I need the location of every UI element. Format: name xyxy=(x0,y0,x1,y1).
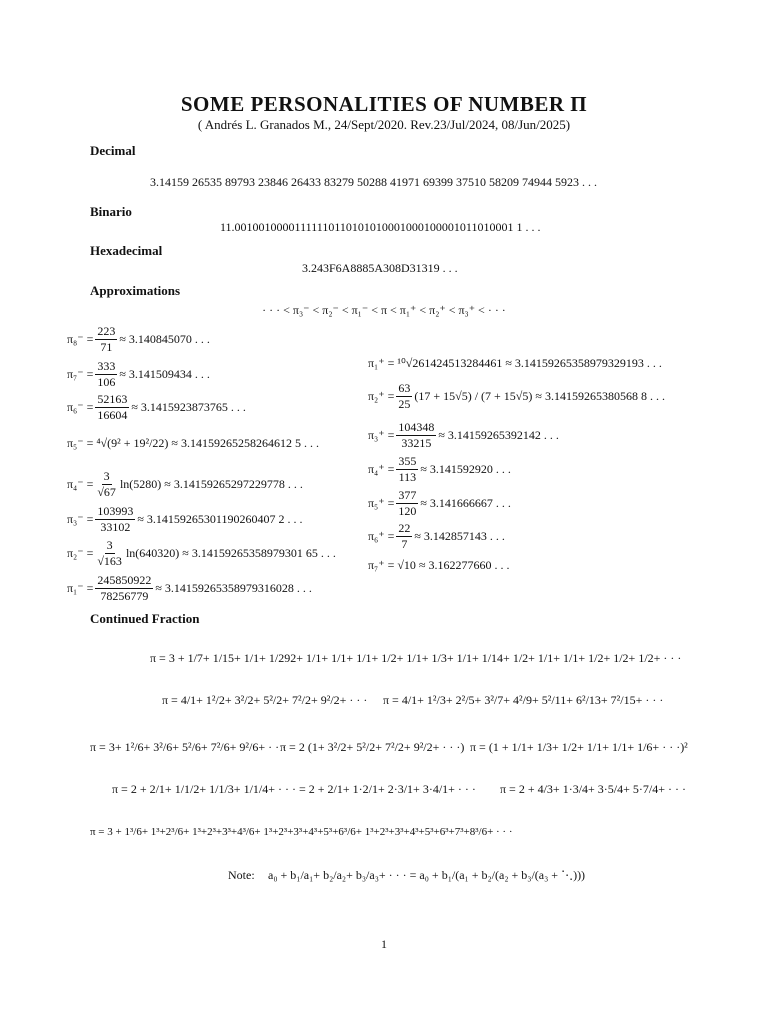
approx-right-row xyxy=(368,356,662,371)
approx-label: π₂⁻ = xyxy=(67,546,94,560)
cf-note: a₀ + b₁/a₁+ b₂/a₂+ b₃/a₃+ · · · = a₀ + b₁/(a₁ + b₂/(a₂ + b₃/(a₃ + ⋱))) xyxy=(268,868,586,882)
approx-value: ln(640320) ≈ 3.14159265358979301 65 . . . xyxy=(125,546,336,560)
approx-label: π₁⁻ = xyxy=(67,581,94,595)
approx-fraction: $\frac{63}{25}$ xyxy=(398,381,411,411)
approx-radical: ⁴√(9² + 19²/22) xyxy=(96,436,169,450)
approx-fraction: $\frac{104348}{33215}$ xyxy=(398,420,435,450)
approx-value: ≈ 3.142857143 . . . xyxy=(414,529,505,543)
approx-value: ln(5280) ≈ 3.14159265297229778 . . . xyxy=(119,477,303,491)
decimal-value: 3.14159 26535 89793 23846 26433 83279 50288 41971 69399 37510 58209 74944 5923 . . . xyxy=(150,175,597,189)
cf-note-label: Note: xyxy=(228,868,255,882)
approx-label: π₄⁻ = xyxy=(67,477,94,491)
approx-label: π₃⁻ = xyxy=(67,512,94,526)
approx-label: π₈⁻ = xyxy=(67,332,94,346)
page-number: 1 xyxy=(381,937,387,951)
approx-label: π₁⁺ = xyxy=(368,356,395,370)
cf-line-4b: π = 2 + 4/3+ 1·3/4+ 3·5/4+ 5·7/4+ · · · xyxy=(500,782,686,796)
approx-label: π₇⁺ = xyxy=(368,558,395,572)
approx-fraction: $\frac{52163}{16604}$ xyxy=(97,392,128,422)
approx-left-row xyxy=(67,505,302,534)
approx-label: π₇⁻ = xyxy=(67,367,94,381)
approx-left-row xyxy=(67,393,246,422)
cf-line-3b: π = 2 (1+ 3²/2+ 5²/2+ 7²/2+ 9²/2+ · · ·) xyxy=(280,740,465,754)
approx-value: ≈ 3.162277660 . . . xyxy=(418,558,510,572)
approx-label: π₆⁺ = xyxy=(368,529,395,543)
approx-fraction: $\frac{245850922}{78256779}$ xyxy=(97,573,152,603)
cf-line-5: π = 3 + 1³/6+ 1³+2³/6+ 1³+2³+3³+4³/6+ 1³+2³+3³+4³+5³+6³/6+ 1³+2³+3³+4³+5³+6³+7³+8³/6+ · · · xyxy=(90,826,513,838)
approx-right-row xyxy=(368,489,511,518)
approx-label: π₆⁻ = xyxy=(67,400,94,414)
approx-label: π₅⁻ = xyxy=(67,436,94,450)
approx-radical: √10 xyxy=(397,558,416,572)
approx-fraction: $\frac{103993}{33102}$ xyxy=(97,504,134,534)
approx-fraction: $\frac{333}{106}$ xyxy=(97,359,116,389)
approx-label: π₅⁺ = xyxy=(368,496,395,510)
approx-fraction: $\frac{3}{√67}$ xyxy=(97,469,116,499)
approx-right-row xyxy=(368,382,665,411)
binary-value: 11.00100100001111110110101010001000100001011010001 1 . . . xyxy=(220,220,541,234)
section-decimal-heading: Decimal xyxy=(90,143,136,158)
cf-line-1: π = 3 + 1/7+ 1/15+ 1/1+ 1/292+ 1/1+ 1/1+ 1/1+ 1/2+ 1/1+ 1/3+ 1/1+ 1/14+ 1/2+ 1/1+ 1/1+ 1/2+ 1/2+ 1/2+ · · · xyxy=(150,651,682,665)
approx-left-row xyxy=(67,436,319,451)
approx-value: ≈ 3.141666667 . . . xyxy=(420,496,511,510)
paper-title: SOME PERSONALITIES OF NUMBER Π xyxy=(180,92,588,116)
section-approx-heading: Approximations xyxy=(90,283,181,298)
section-cf-heading: Continued Fraction xyxy=(90,611,200,626)
approx-fraction: $\frac{223}{71}$ xyxy=(97,324,116,354)
approx-label: π₂⁺ = xyxy=(368,389,395,403)
approx-left-row xyxy=(67,325,210,354)
approx-label: π₃⁺ = xyxy=(368,428,395,442)
approx-value: ≈ 3.14159265301190260407 2 . . . xyxy=(137,512,303,526)
approx-left-row xyxy=(67,539,336,568)
approx-right-row xyxy=(368,522,505,551)
cf-line-4a: π = 2 + 2/1+ 1/1/2+ 1/1/3+ 1/1/4+ · · · = 2 + 2/1+ 1·2/1+ 2·3/1+ 3·4/1+ · · · xyxy=(112,782,476,796)
approx-fraction: $\frac{355}{113}$ xyxy=(398,454,417,484)
approx-value: (17 + 15√5) / (7 + 15√5) ≈ 3.14159265380568 8 . . . xyxy=(414,389,665,403)
approx-value: ≈ 3.14159265392142 . . . xyxy=(438,428,559,442)
approx-fraction: $\frac{22}{7}$ xyxy=(398,521,411,551)
approx-label: π₄⁺ = xyxy=(368,462,395,476)
approx-value: ≈ 3.140845070 . . . xyxy=(119,332,210,346)
approx-left-row xyxy=(67,360,210,389)
approx-right-row xyxy=(368,558,510,573)
approx-fraction: $\frac{377}{120}$ xyxy=(398,488,417,518)
approx-fraction: $\frac{3}{√163}$ xyxy=(97,538,122,568)
approx-value: ≈ 3.1415923873765 . . . xyxy=(131,400,246,414)
section-hex-heading: Hexadecimal xyxy=(90,243,163,258)
cf-line-3a: π = 3+ 1²/6+ 3²/6+ 5²/6+ 7²/6+ 9²/6+ · · · xyxy=(90,740,287,754)
approx-ordering: · · · < π₃⁻ < π₂⁻ < π₁⁻ < π < π₁⁺ < π₂⁺ < π₃⁺ < · · · xyxy=(262,303,506,317)
approx-left-row xyxy=(67,574,312,603)
approx-value: ≈ 3.14159265358979329193 . . . xyxy=(505,356,662,370)
approx-value: ≈ 3.14159265358979316028 . . . xyxy=(155,581,312,595)
cf-line-2a: π = 4/1+ 1²/2+ 3²/2+ 5²/2+ 7²/2+ 9²/2+ · · · xyxy=(162,693,368,707)
approx-value: ≈ 3.141592920 . . . xyxy=(420,462,511,476)
approx-value: ≈ 3.141509434 . . . xyxy=(119,367,210,381)
approx-right-row xyxy=(368,421,559,450)
section-binary-heading: Binario xyxy=(90,204,132,219)
cf-line-2b: π = 4/1+ 1²/3+ 2²/5+ 3²/7+ 4²/9+ 5²/11+ 6²/13+ 7²/15+ · · · xyxy=(383,693,664,707)
hex-value: 3.243F6A8885A308D31319 . . . xyxy=(302,261,458,275)
approx-value: ≈ 3.14159265258264612 5 . . . xyxy=(171,436,319,450)
approx-radical: ¹⁰√261424513284461 xyxy=(397,356,503,370)
approx-left-row xyxy=(67,470,303,499)
paper-subtitle: ( Andrés L. Granados M., 24/Sept/2020. Rev.23/Jul/2024, 08/Jun/2025) xyxy=(197,117,571,132)
approx-right-row xyxy=(368,455,511,484)
cf-line-3c: π = (1 + 1/1+ 1/3+ 1/2+ 1/1+ 1/1+ 1/6+ · · ·)² xyxy=(470,740,688,754)
